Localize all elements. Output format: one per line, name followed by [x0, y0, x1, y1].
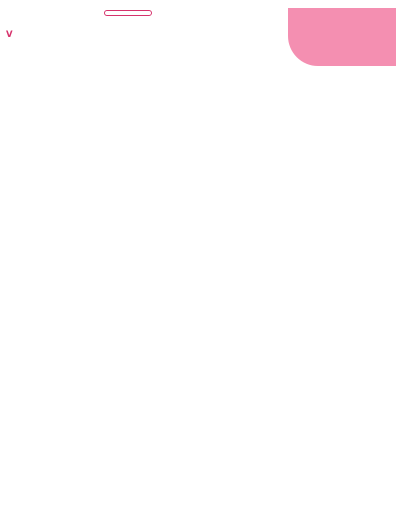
checklist-title: [6, 30, 15, 40]
series-header: [288, 8, 396, 66]
check-icon: V: [6, 30, 13, 40]
callout: [246, 70, 284, 150]
checklist-tag: [104, 10, 152, 16]
checklist-panel: [0, 0, 152, 530]
